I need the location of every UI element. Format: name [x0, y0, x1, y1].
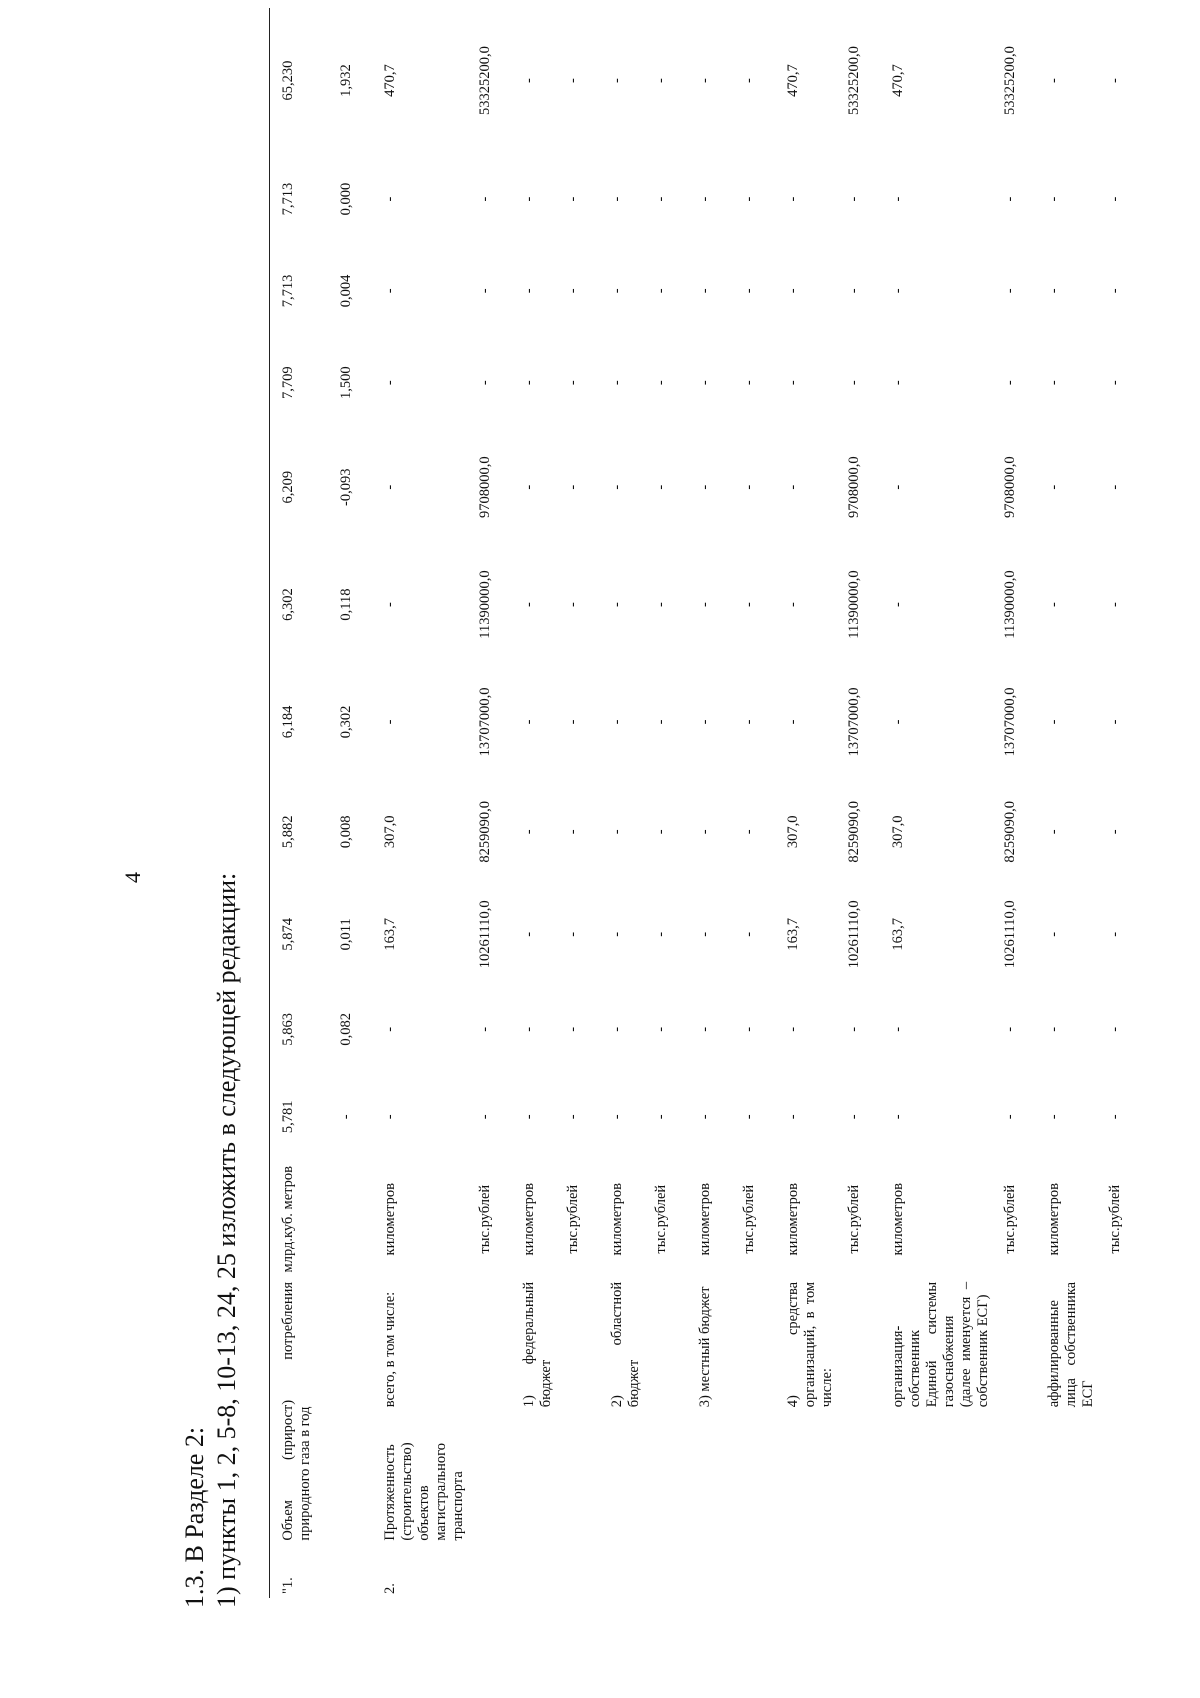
- table-row: [780, 8, 841, 1598]
- unit-of-measure: километров: [382, 1182, 398, 1256]
- year-value: -: [1002, 1114, 1018, 1120]
- year-value: -: [890, 288, 906, 294]
- row-number: [997, 1545, 1041, 1598]
- total-value: 470,7: [785, 64, 801, 97]
- year-value: 8259090,0: [1002, 801, 1018, 863]
- year-value: -: [565, 829, 581, 835]
- row-number: [841, 1545, 885, 1598]
- year-value: -: [890, 196, 906, 202]
- year-value: -: [1046, 380, 1062, 386]
- year-value: -: [890, 1026, 906, 1032]
- year-value: -: [521, 602, 537, 607]
- year-value: 0,004: [338, 274, 354, 308]
- year-value: -: [741, 931, 757, 937]
- funding-source: [472, 1278, 516, 1411]
- year-value: -: [521, 288, 537, 294]
- table-row: [885, 8, 997, 1598]
- year-value: -: [697, 288, 713, 294]
- year-value: 5,882: [280, 815, 296, 849]
- year-value: -: [521, 1026, 537, 1032]
- year-value: -: [521, 484, 537, 490]
- unit-of-measure: тыс.рублей: [741, 1184, 757, 1254]
- funding-source: 3) местный бюджет: [697, 1286, 713, 1408]
- year-value: -: [846, 1026, 862, 1032]
- year-value: -: [653, 719, 669, 725]
- year-value: 307,0: [890, 815, 906, 849]
- year-value: -: [785, 380, 801, 386]
- year-value: -: [741, 719, 757, 725]
- row-number: [885, 1545, 997, 1598]
- table-row: [997, 8, 1041, 1598]
- year-value: -: [1107, 931, 1123, 937]
- year-value: -: [697, 719, 713, 725]
- year-value: -: [741, 196, 757, 202]
- total-value: 470,7: [890, 64, 906, 97]
- year-value: -: [741, 1026, 757, 1032]
- year-value: 11390000,0: [477, 570, 493, 639]
- year-value: -: [565, 196, 581, 202]
- funding-source: [841, 1278, 885, 1411]
- row-number: [736, 1545, 780, 1598]
- year-value: -: [521, 196, 537, 202]
- total-value: -: [521, 78, 537, 84]
- year-value: -: [846, 196, 862, 202]
- total-value: -: [697, 78, 713, 84]
- year-value: -: [741, 829, 757, 835]
- unit-of-measure: тыс.рублей: [653, 1184, 669, 1254]
- year-value: -: [697, 1026, 713, 1032]
- indicator-description: [780, 1411, 841, 1544]
- indicator-description: [516, 1411, 560, 1544]
- year-value: -: [785, 602, 801, 607]
- table-row: [1102, 8, 1146, 1598]
- year-value: -: [1107, 719, 1123, 725]
- year-value: -: [382, 1026, 398, 1032]
- year-value: 7,713: [280, 274, 296, 308]
- table-row: [275, 8, 333, 1598]
- year-value: -: [697, 931, 713, 937]
- indicator-description: [1041, 1411, 1102, 1544]
- funding-source: [648, 1278, 692, 1411]
- table-row: [1041, 8, 1102, 1598]
- year-value: -: [565, 1114, 581, 1120]
- total-value: 53325200,0: [846, 46, 862, 116]
- funding-source: [736, 1278, 780, 1411]
- year-value: 5,874: [280, 917, 296, 951]
- year-value: -: [521, 380, 537, 386]
- year-value: -: [1046, 484, 1062, 490]
- indicator-description: [333, 1278, 377, 1545]
- total-value: -: [609, 78, 625, 84]
- year-value: 0,118: [338, 588, 354, 621]
- unit-of-measure: тыс.рублей: [477, 1184, 493, 1254]
- total-value: -: [741, 78, 757, 84]
- year-value: 0,011: [338, 918, 354, 951]
- year-value: -: [890, 602, 906, 607]
- year-value: -: [653, 931, 669, 937]
- year-value: -: [653, 288, 669, 294]
- year-value: -: [785, 1026, 801, 1032]
- funding-source: 2) областной бюджет: [609, 1281, 642, 1408]
- year-value: 11390000,0: [846, 570, 862, 639]
- table-row: [736, 8, 780, 1598]
- year-value: -: [338, 1114, 354, 1120]
- year-value: -: [1046, 288, 1062, 294]
- year-value: -: [785, 484, 801, 490]
- year-value: 10261110,0: [846, 900, 862, 969]
- table-top-rule: [269, 8, 270, 1598]
- year-value: -: [846, 288, 862, 294]
- indicator-description: [736, 1411, 780, 1544]
- year-value: -: [1107, 829, 1123, 835]
- year-value: -: [382, 380, 398, 386]
- total-value: -: [1107, 78, 1123, 84]
- year-value: -: [1046, 196, 1062, 202]
- total-value: 53325200,0: [1002, 46, 1018, 116]
- year-value: -: [890, 719, 906, 725]
- year-value: -0,093: [338, 468, 354, 506]
- unit-of-measure: километров: [890, 1182, 906, 1256]
- table-row: [377, 8, 472, 1598]
- year-value: -: [1107, 602, 1123, 607]
- year-value: -: [1002, 1026, 1018, 1032]
- unit-of-measure: километров: [609, 1182, 625, 1256]
- table-row: [648, 8, 692, 1598]
- year-value: 13707000,0: [1002, 687, 1018, 757]
- year-value: -: [1002, 288, 1018, 294]
- row-number: [780, 1545, 841, 1598]
- year-value: -: [609, 602, 625, 607]
- year-value: 10261110,0: [477, 900, 493, 969]
- year-value: -: [477, 288, 493, 294]
- year-value: -: [1046, 719, 1062, 725]
- year-value: -: [697, 380, 713, 386]
- indicator-description: [472, 1411, 516, 1544]
- year-value: 0,082: [338, 1012, 354, 1046]
- row-number: "1.: [280, 1577, 296, 1594]
- table-row: [692, 8, 736, 1598]
- year-value: 0,000: [338, 182, 354, 216]
- table-row: [472, 8, 516, 1598]
- year-value: -: [890, 1114, 906, 1120]
- year-value: -: [846, 1114, 862, 1120]
- total-value: 65,230: [280, 60, 296, 101]
- funding-source: 4) средства организаций, в том числе:: [785, 1281, 835, 1408]
- year-value: -: [653, 484, 669, 490]
- year-value: 163,7: [382, 917, 398, 951]
- year-value: -: [697, 602, 713, 607]
- year-value: -: [477, 196, 493, 202]
- table-row: [333, 8, 377, 1598]
- year-value: -: [1107, 1026, 1123, 1032]
- year-value: 5,863: [280, 1012, 296, 1046]
- row-number: [560, 1545, 604, 1598]
- unit-of-measure: километров: [521, 1182, 537, 1256]
- year-value: 0,302: [338, 705, 354, 739]
- year-value: -: [382, 719, 398, 725]
- table-row: [516, 8, 560, 1598]
- year-value: -: [697, 1114, 713, 1120]
- year-value: -: [382, 288, 398, 294]
- row-number: [333, 1545, 377, 1598]
- funding-source: аффилированные лица собственника ЕСГ: [1046, 1281, 1096, 1408]
- year-value: -: [609, 288, 625, 294]
- table-body: [275, 8, 1146, 1598]
- indicator-description: [560, 1411, 604, 1544]
- indicator-description: [841, 1411, 885, 1544]
- indicator-description: Объем (прирост) потребления природного газа в год: [280, 1281, 313, 1541]
- year-value: 9708000,0: [477, 456, 493, 519]
- year-value: -: [609, 931, 625, 937]
- total-value: -: [565, 78, 581, 84]
- year-value: -: [1107, 288, 1123, 294]
- year-value: -: [565, 484, 581, 490]
- row-number: [1102, 1545, 1146, 1598]
- row-number: 2.: [382, 1583, 398, 1594]
- year-value: -: [846, 380, 862, 386]
- year-value: -: [1046, 829, 1062, 835]
- year-value: -: [1046, 931, 1062, 937]
- indicator-description: [997, 1411, 1041, 1544]
- year-value: 163,7: [890, 917, 906, 951]
- section-heading: 1.3. В Разделе 2:: [180, 1426, 209, 1608]
- year-value: -: [697, 484, 713, 490]
- year-value: 9708000,0: [1002, 456, 1018, 519]
- year-value: -: [653, 829, 669, 835]
- year-value: 6,209: [280, 470, 296, 504]
- year-value: -: [382, 1114, 398, 1120]
- year-value: -: [697, 829, 713, 835]
- year-value: -: [382, 484, 398, 490]
- year-value: -: [1107, 484, 1123, 490]
- funding-source: [997, 1278, 1041, 1411]
- year-value: -: [521, 829, 537, 835]
- indicator-description: [692, 1411, 736, 1544]
- year-value: -: [653, 1026, 669, 1032]
- row-number: [692, 1545, 736, 1598]
- year-value: -: [741, 1114, 757, 1120]
- year-value: -: [609, 196, 625, 202]
- row-number: [516, 1545, 560, 1598]
- year-value: -: [609, 380, 625, 386]
- section-subheading: 1) пункты 1, 2, 5-8, 10-13, 24, 25 изложить в следующей редакции:: [212, 872, 241, 1608]
- year-value: 5,781: [280, 1100, 296, 1134]
- year-value: -: [1046, 1114, 1062, 1120]
- year-value: -: [697, 196, 713, 202]
- year-value: -: [609, 719, 625, 725]
- unit-of-measure: тыс.рублей: [565, 1184, 581, 1254]
- year-value: 9708000,0: [846, 456, 862, 519]
- year-value: 8259090,0: [477, 801, 493, 863]
- year-value: -: [1046, 602, 1062, 607]
- year-value: -: [609, 1026, 625, 1032]
- unit-of-measure: тыс.рублей: [1002, 1184, 1018, 1254]
- unit-of-measure: километров: [697, 1182, 713, 1256]
- year-value: 6,184: [280, 705, 296, 739]
- indicator-description: [648, 1411, 692, 1544]
- year-value: -: [609, 484, 625, 490]
- year-value: 7,713: [280, 182, 296, 216]
- year-value: -: [1046, 1026, 1062, 1032]
- year-value: -: [1107, 196, 1123, 202]
- year-value: -: [609, 1114, 625, 1120]
- year-value: -: [653, 1114, 669, 1120]
- year-value: 307,0: [382, 815, 398, 849]
- year-value: 0,008: [338, 815, 354, 849]
- table-row: [604, 8, 648, 1598]
- data-table: [275, 8, 1146, 1598]
- year-value: -: [785, 719, 801, 725]
- year-value: -: [741, 602, 757, 607]
- total-value: 1,932: [338, 64, 354, 97]
- indicator-description: [885, 1411, 997, 1544]
- year-value: -: [565, 1026, 581, 1032]
- total-value: -: [1046, 78, 1062, 84]
- total-value: 53325200,0: [477, 46, 493, 116]
- funding-source: 1) федеральный бюджет: [521, 1281, 554, 1408]
- year-value: -: [382, 602, 398, 607]
- year-value: -: [521, 931, 537, 937]
- row-number: [472, 1545, 516, 1598]
- year-value: 7,709: [280, 366, 296, 399]
- year-value: -: [785, 1114, 801, 1120]
- unit-of-measure: млрд.куб. метров: [280, 1165, 296, 1273]
- year-value: -: [477, 380, 493, 386]
- year-value: -: [521, 719, 537, 725]
- year-value: 307,0: [785, 815, 801, 849]
- year-value: -: [1107, 380, 1123, 386]
- year-value: -: [890, 484, 906, 490]
- total-value: -: [653, 78, 669, 84]
- total-value: 470,7: [382, 64, 398, 97]
- year-value: -: [653, 380, 669, 386]
- year-value: 8259090,0: [846, 801, 862, 863]
- year-value: -: [382, 196, 398, 202]
- year-value: -: [477, 1026, 493, 1032]
- unit-of-measure: километров: [1046, 1182, 1062, 1256]
- year-value: 11390000,0: [1002, 570, 1018, 639]
- unit-of-measure: [333, 1161, 377, 1278]
- row-number: [604, 1545, 648, 1598]
- indicator-description: Протяженность (строительство) объектов магистрального транспорта: [382, 1442, 466, 1541]
- year-value: -: [741, 484, 757, 490]
- year-value: 13707000,0: [846, 687, 862, 757]
- year-value: -: [609, 829, 625, 835]
- year-value: -: [653, 602, 669, 607]
- funding-source: [1102, 1278, 1146, 1411]
- page-number: 4: [120, 872, 145, 883]
- year-value: -: [565, 380, 581, 386]
- year-value: -: [565, 288, 581, 294]
- funding-source: организация-собственник Единой системы газоснабжения (далее именуется – собственник ЕСГ): [890, 1281, 991, 1408]
- year-value: -: [653, 196, 669, 202]
- unit-of-measure: километров: [785, 1182, 801, 1256]
- year-value: 6,302: [280, 588, 296, 621]
- row-number: [648, 1545, 692, 1598]
- year-value: -: [741, 380, 757, 386]
- indicator-description: [604, 1411, 648, 1544]
- year-value: -: [565, 719, 581, 725]
- year-value: -: [785, 288, 801, 294]
- year-value: -: [477, 1114, 493, 1120]
- year-value: -: [521, 1114, 537, 1120]
- row-number: [1041, 1545, 1102, 1598]
- year-value: 163,7: [785, 917, 801, 951]
- year-value: -: [1002, 380, 1018, 386]
- year-value: 13707000,0: [477, 687, 493, 757]
- funding-source: [560, 1278, 604, 1411]
- year-value: -: [785, 196, 801, 202]
- year-value: -: [890, 380, 906, 386]
- year-value: 1,500: [338, 366, 354, 399]
- table-row: [560, 8, 604, 1598]
- funding-source: всего, в том числе:: [382, 1291, 398, 1408]
- indicator-description: [1102, 1411, 1146, 1544]
- table-row: [841, 8, 885, 1598]
- year-value: -: [565, 602, 581, 607]
- year-value: -: [565, 931, 581, 937]
- year-value: -: [1002, 196, 1018, 202]
- year-value: 10261110,0: [1002, 900, 1018, 969]
- unit-of-measure: тыс.рублей: [846, 1184, 862, 1254]
- year-value: -: [741, 288, 757, 294]
- unit-of-measure: тыс.рублей: [1107, 1184, 1123, 1254]
- year-value: -: [1107, 1114, 1123, 1120]
